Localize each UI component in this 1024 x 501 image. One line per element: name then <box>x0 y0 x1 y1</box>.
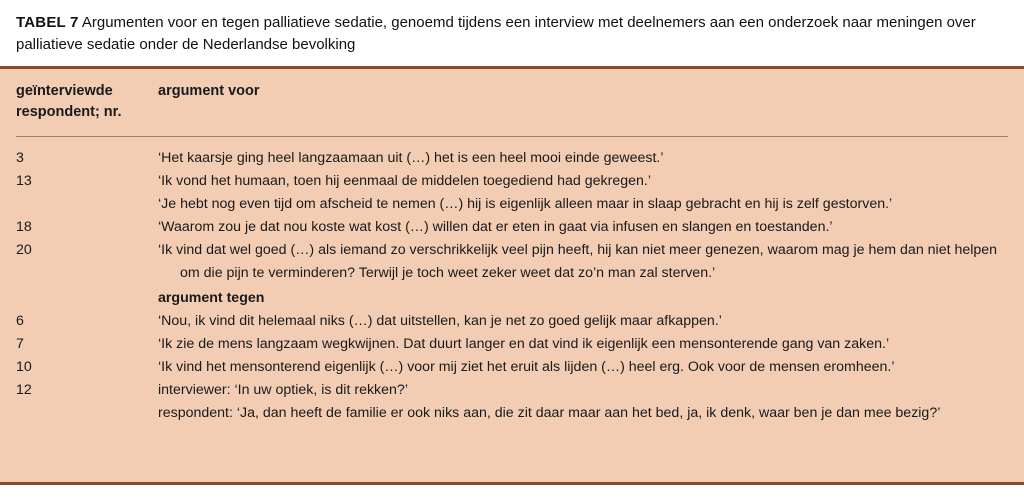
row-quote-text: ‘Ik vond het humaan, toen hij eenmaal de middelen toegediend had gekregen.’ <box>158 173 651 189</box>
row-quote-text: om die pijn te verminderen? Terwijl je toch weet zeker weet dat zo’n man zal sterven.’ <box>180 265 716 281</box>
table-row <box>16 379 1008 402</box>
row-quote-text: ‘Ik zie de mens langzaam wegkwijnen. Dat duurt langer en dat vind ik eigenlijk een mensonterende gang van zaken.’ <box>158 336 890 352</box>
table-row <box>16 356 1008 379</box>
column-header-respondent-line2: respondent; nr. <box>16 104 122 121</box>
row-respondent-number: 12 <box>16 382 32 398</box>
table-caption <box>0 0 1024 66</box>
row-quote-text: ‘Het kaarsje ging heel langzaamaan uit (…) het is een heel mooi einde geweest.’ <box>158 150 664 166</box>
table-row <box>16 170 1008 193</box>
row-quote-text: ‘Ik vind het mensonterend eigenlijk (…) voor mij ziet het eruit als lijden (…) heel erg. Ook voor de mensen eromheen.’ <box>158 359 895 375</box>
row-respondent-number: 7 <box>16 336 24 352</box>
table-rows <box>0 137 1024 425</box>
table-row-continuation <box>16 262 1008 285</box>
table-header-row <box>16 81 1008 125</box>
row-respondent-number: 18 <box>16 219 32 235</box>
column-header-respondent-line1: geïnterviewde <box>16 82 113 99</box>
table-row <box>16 147 1008 170</box>
row-respondent-number: 3 <box>16 150 24 166</box>
table-header <box>0 69 1024 125</box>
table-body-panel <box>0 66 1024 485</box>
row-respondent-number: 13 <box>16 173 32 189</box>
column-header-respondent <box>16 81 158 125</box>
row-quote-text: ‘Nou, ik vind dit helemaal niks (…) dat uitstellen, kan je net zo goed gelijk maar afkappen.’ <box>158 313 722 329</box>
row-quote-text: respondent: ‘Ja, dan heeft de familie er ook niks aan, die zit daar maar aan het bed, ja, ik denk, waar ben je dan mee bezig?’ <box>158 405 941 421</box>
table-row <box>16 333 1008 356</box>
column-header-argument-for: argument voor <box>158 82 260 99</box>
table-row <box>16 402 1008 425</box>
row-respondent-number: 20 <box>16 242 32 258</box>
table-bottom-rule <box>0 482 1024 485</box>
table-row <box>16 193 1008 216</box>
row-quote-text: interviewer: ‘In uw optiek, is dit rekken?’ <box>158 382 408 398</box>
table-row <box>16 216 1008 239</box>
table-row <box>16 310 1008 333</box>
row-quote-text: ‘Waarom zou je dat nou koste wat kost (…) willen dat er eten in gaat via infusen en slangen en toestanden.’ <box>158 219 833 235</box>
table-caption-text: Argumenten voor en tegen palliatieve sedatie, genoemd tijdens een interview met deelnemers aan een onderzoek naar meningen over palliatieve sedatie onder de Nederlandse bevolking <box>16 14 976 53</box>
row-respondent-number: 6 <box>16 313 24 329</box>
subheader-label: argument tegen <box>158 290 265 306</box>
table-subheader-argument-against <box>16 285 1008 310</box>
table-row <box>16 239 1008 262</box>
row-quote-text: ‘Ik vind dat wel goed (…) als iemand zo verschrikkelijk veel pijn heeft, hij kan niet meer genezen, waarom mag je hem dan niet helpen <box>158 242 998 258</box>
row-respondent-number: 10 <box>16 359 32 375</box>
row-quote-text: ‘Je hebt nog even tijd om afscheid te nemen (…) hij is eigenlijk alleen maar in slaap gebracht en hij is zelf gestorven.’ <box>158 196 893 212</box>
table-number-label: TABEL 7 <box>16 14 79 31</box>
